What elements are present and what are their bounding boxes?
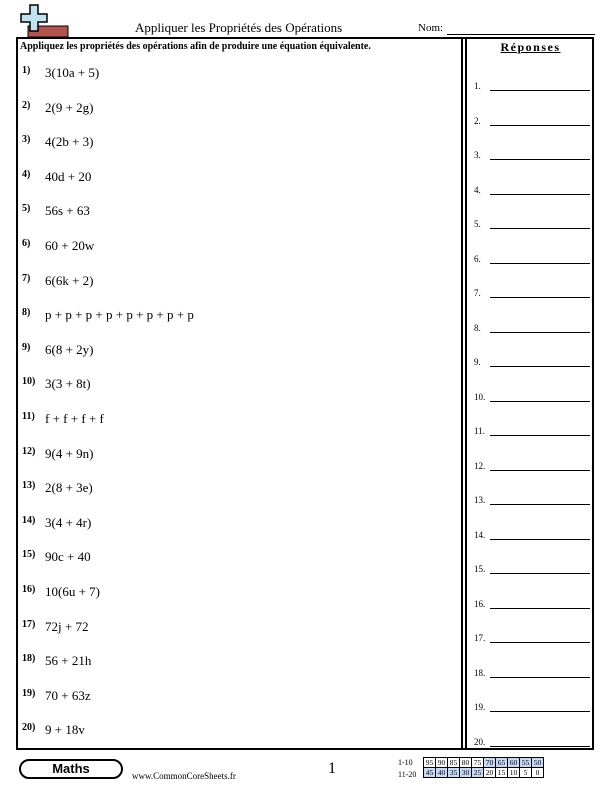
score-cell: 60 — [508, 758, 520, 768]
answer-number: 8. — [474, 322, 481, 333]
problem-expression: 3(3 + 8t) — [45, 376, 91, 392]
answer-item — [474, 737, 594, 749]
problem-number: 9) — [22, 341, 31, 353]
answer-line[interactable] — [490, 366, 590, 367]
subject-badge: Maths — [19, 759, 123, 779]
score-cell: 35 — [448, 768, 460, 778]
problem-number: 2) — [22, 99, 31, 111]
answer-number: 5. — [474, 219, 481, 229]
answer-line[interactable] — [490, 711, 590, 712]
answer-line[interactable] — [490, 746, 590, 747]
answer-number: 7. — [474, 288, 481, 298]
answer-number: 15. — [474, 564, 486, 574]
answer-number: 2. — [474, 115, 481, 126]
problem-expression: 3(4 + 4r) — [45, 514, 92, 530]
score-row-label: 11-20 — [398, 770, 417, 779]
problem-number: 17) — [22, 618, 36, 630]
score-cell: 5 — [520, 768, 532, 778]
problem-number: 18) — [22, 653, 36, 665]
answer-item — [474, 219, 594, 231]
problem-expression: 56s + 63 — [45, 203, 90, 219]
problem-number: 19) — [22, 687, 36, 699]
score-cell: 50 — [532, 758, 544, 768]
score-cell: 25 — [472, 768, 484, 778]
problem-expression: p + p + p + p + p + p + p + p — [45, 307, 194, 323]
worksheet-title: Appliquer les Propriétés des Opérations — [135, 20, 343, 35]
answer-item — [474, 530, 594, 542]
problem-number: 20) — [22, 722, 36, 734]
problem-expression: 4(2b + 3) — [45, 134, 94, 150]
answer-number: 13. — [474, 495, 486, 505]
answer-item — [474, 323, 594, 335]
answer-item — [474, 81, 594, 93]
answer-number: 19. — [474, 702, 486, 712]
answer-line[interactable] — [490, 642, 590, 643]
score-cell: 90 — [436, 758, 448, 768]
score-cell: 55 — [520, 758, 532, 768]
score-cell: 85 — [448, 758, 460, 768]
answer-item — [474, 116, 594, 128]
site-url[interactable]: www.CommonCoreSheets.fr — [132, 771, 236, 781]
answer-item — [474, 633, 594, 645]
name-field[interactable] — [447, 34, 595, 35]
answer-number: 20. — [474, 736, 486, 747]
score-cell: 80 — [460, 758, 472, 768]
score-cell: 95 — [424, 758, 436, 768]
score-cell: 30 — [460, 768, 472, 778]
answer-number: 16. — [474, 598, 486, 609]
answer-line[interactable] — [490, 504, 590, 505]
score-cell: 10 — [508, 768, 520, 778]
problem-expression: 40d + 20 — [45, 168, 92, 184]
problem-number: 11) — [22, 411, 35, 422]
answer-item — [474, 426, 594, 438]
answer-number: 6. — [474, 253, 481, 264]
answer-line[interactable] — [490, 539, 590, 540]
answer-number: 10. — [474, 391, 486, 402]
score-cell: 0 — [532, 768, 544, 778]
answer-item — [474, 461, 594, 473]
problem-number: 10) — [22, 376, 36, 388]
problem-expression: 90c + 40 — [45, 549, 91, 565]
answer-item — [474, 392, 594, 404]
problem-expression: 70 + 63z — [45, 687, 91, 703]
score-cell: 65 — [496, 758, 508, 768]
answer-item — [474, 185, 594, 197]
problem-number: 7) — [22, 272, 31, 284]
problem-expression: 6(6k + 2) — [45, 272, 94, 288]
answer-line[interactable] — [490, 677, 590, 678]
answer-number: 1. — [474, 81, 481, 91]
problem-expression: 60 + 20w — [45, 238, 95, 253]
answer-item — [474, 599, 594, 611]
answer-item — [474, 564, 594, 576]
problem-expression: 2(8 + 3e) — [45, 480, 93, 496]
score-cell: 70 — [484, 758, 496, 768]
worksheet-logo-icon — [18, 4, 70, 38]
problem-number: 5) — [22, 203, 31, 215]
problem-expression: 56 + 21h — [45, 653, 92, 669]
answer-item — [474, 702, 594, 714]
score-table — [423, 757, 544, 778]
column-divider — [461, 37, 467, 750]
problem-expression: f + f + f + f — [45, 411, 104, 426]
answer-item — [474, 357, 594, 369]
answer-item — [474, 288, 594, 300]
answer-line[interactable] — [490, 297, 590, 298]
problem-number: 8) — [22, 307, 31, 319]
problem-expression: 9(4 + 9n) — [45, 445, 94, 461]
answer-line[interactable] — [490, 470, 590, 471]
instructions: Appliquez les propriétés des opérations afin de produire une équation équivalente. — [20, 41, 371, 52]
answers-title: Réponses — [500, 40, 561, 54]
answer-number: 18. — [474, 667, 486, 678]
problem-number: 13) — [22, 480, 36, 492]
answer-line[interactable] — [490, 194, 590, 195]
score-cell: 75 — [472, 758, 484, 768]
score-cell: 40 — [436, 768, 448, 778]
answer-number: 11. — [474, 426, 485, 436]
score-row-label: 1-10 — [398, 758, 413, 767]
name-label: Nom: — [418, 22, 444, 34]
problem-number: 6) — [22, 238, 31, 249]
score-cell: 20 — [484, 768, 496, 778]
answer-item — [474, 254, 594, 266]
answer-line[interactable] — [490, 573, 590, 574]
answer-number: 9. — [474, 357, 481, 367]
answer-line[interactable] — [490, 435, 590, 436]
answer-line[interactable] — [490, 332, 590, 333]
answer-line[interactable] — [490, 263, 590, 264]
score-cell: 15 — [496, 768, 508, 778]
answer-number: 14. — [474, 529, 486, 540]
answer-item — [474, 668, 594, 680]
answer-line[interactable] — [490, 608, 590, 609]
problem-number: 15) — [22, 549, 36, 561]
problem-number: 1) — [22, 65, 31, 76]
problem-number: 3) — [22, 134, 31, 146]
answer-line[interactable] — [490, 159, 590, 160]
answer-number: 12. — [474, 460, 486, 471]
problem-number: 12) — [22, 445, 36, 457]
page-number: 1 — [328, 760, 336, 777]
answer-line[interactable] — [490, 90, 590, 91]
answer-line[interactable] — [490, 401, 590, 402]
problem-expression: 2(9 + 2g) — [45, 99, 94, 115]
problem-expression: 6(8 + 2y) — [45, 341, 94, 357]
problem-number: 4) — [22, 168, 31, 180]
answer-line[interactable] — [490, 228, 590, 229]
answer-number: 3. — [474, 150, 481, 160]
answer-item — [474, 495, 594, 507]
problem-expression: 10(6u + 7) — [45, 584, 100, 599]
problem-number: 14) — [22, 514, 36, 526]
answer-number: 4. — [474, 184, 481, 195]
answer-line[interactable] — [490, 125, 590, 126]
problem-expression: 72j + 72 — [45, 618, 89, 634]
problem-number: 16) — [22, 584, 36, 595]
score-cell: 45 — [424, 768, 436, 778]
answer-item — [474, 150, 594, 162]
problem-expression: 3(10a + 5) — [45, 65, 100, 80]
problem-expression: 9 + 18v — [45, 722, 85, 738]
answer-number: 17. — [474, 633, 486, 643]
